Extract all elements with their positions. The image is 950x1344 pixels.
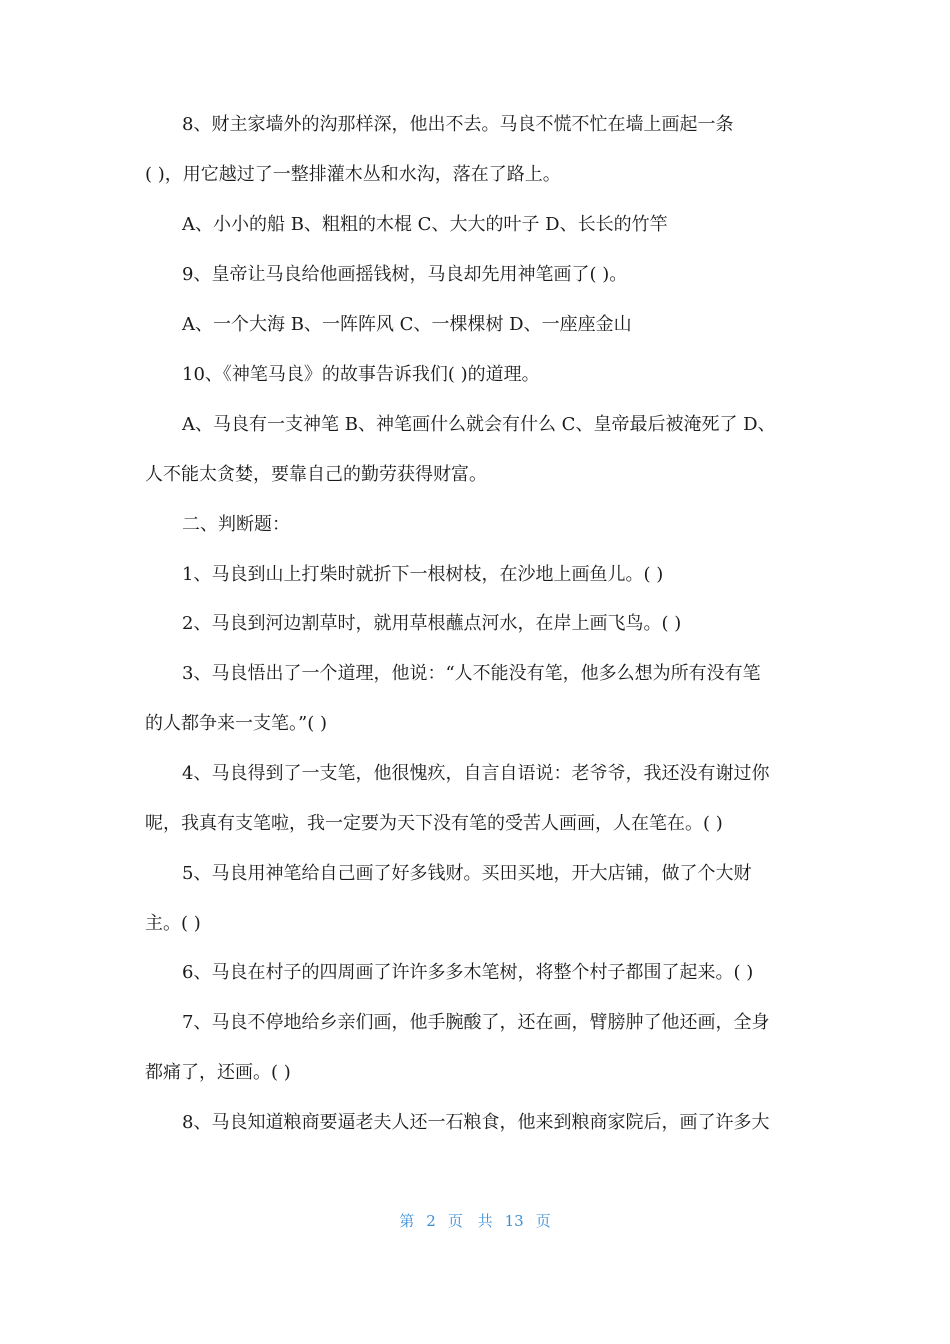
judgment-5-line-1: 5、马良用神笔给自己画了好多钱财。买田买地，开大店铺，做了个大财 <box>182 863 752 884</box>
judgment-5-line-2: 主。( ) <box>145 913 201 934</box>
judgment-4-line-1: 4、马良得到了一支笔，他很愧疚，自言自语说：老爷爷，我还没有谢过你 <box>182 763 770 784</box>
footer-total-pages: 13 <box>504 1212 524 1230</box>
question-10-options-line-2: 人不能太贪婪，要靠自己的勤劳获得财富。 <box>145 464 487 485</box>
footer-middle: 页 共 <box>447 1212 493 1230</box>
page-footer <box>0 1211 950 1231</box>
question-8-options: A、小小的船 B、粗粗的木棍 C、大大的叶子 D、长长的竹竿 <box>182 214 668 235</box>
judgment-2: 2、马良到河边割草时，就用草根蘸点河水，在岸上画飞鸟。( ) <box>182 613 682 634</box>
judgment-8-line-1: 8、马良知道粮商要逼老夫人还一石粮食，他来到粮商家院后，画了许多大 <box>182 1112 770 1133</box>
judgment-3-line-1: 3、马良悟出了一个道理，他说：“人不能没有笔，他多么想为所有没有笔 <box>182 663 761 684</box>
footer-page-number: 2 <box>426 1212 436 1230</box>
judgment-1: 1、马良到山上打柴时就折下一根树枝，在沙地上画鱼儿。( ) <box>182 564 664 585</box>
judgment-6: 6、马良在村子的四周画了许许多多木笔树，将整个村子都围了起来。( ) <box>182 962 754 983</box>
question-9: 9、皇帝让马良给他画摇钱树，马良却先用神笔画了( )。 <box>182 264 628 285</box>
question-8-line-2: ( )，用它越过了一整排灌木丛和水沟，落在了路上。 <box>145 164 561 185</box>
judgment-4-line-2: 呢，我真有支笔啦，我一定要为天下没有笔的受苦人画画，人在笔在。( ) <box>145 813 723 834</box>
footer-prefix: 第 <box>399 1212 415 1230</box>
judgment-7-line-2: 都痛了，还画。( ) <box>145 1062 291 1083</box>
judgment-3-line-2: 的人都争来一支笔。”( ) <box>145 713 327 734</box>
judgment-7-line-1: 7、马良不停地给乡亲们画，他手腕酸了，还在画，臂膀肿了他还画，全身 <box>182 1012 770 1033</box>
section-heading-judgment: 二、判断题： <box>182 514 290 535</box>
footer-suffix: 页 <box>535 1212 551 1230</box>
question-8-line-1: 8、财主家墙外的沟那样深，他出不去。马良不慌不忙在墙上画起一条 <box>182 114 734 135</box>
question-10-options-line-1: A、马良有一支神笔 B、神笔画什么就会有什么 C、皇帝最后被淹死了 D、 <box>182 414 776 435</box>
question-10: 10、《神笔马良》的故事告诉我们( )的道理。 <box>182 364 540 385</box>
question-9-options: A、一个大海 B、一阵阵风 C、一棵棵树 D、一座座金山 <box>182 314 632 335</box>
